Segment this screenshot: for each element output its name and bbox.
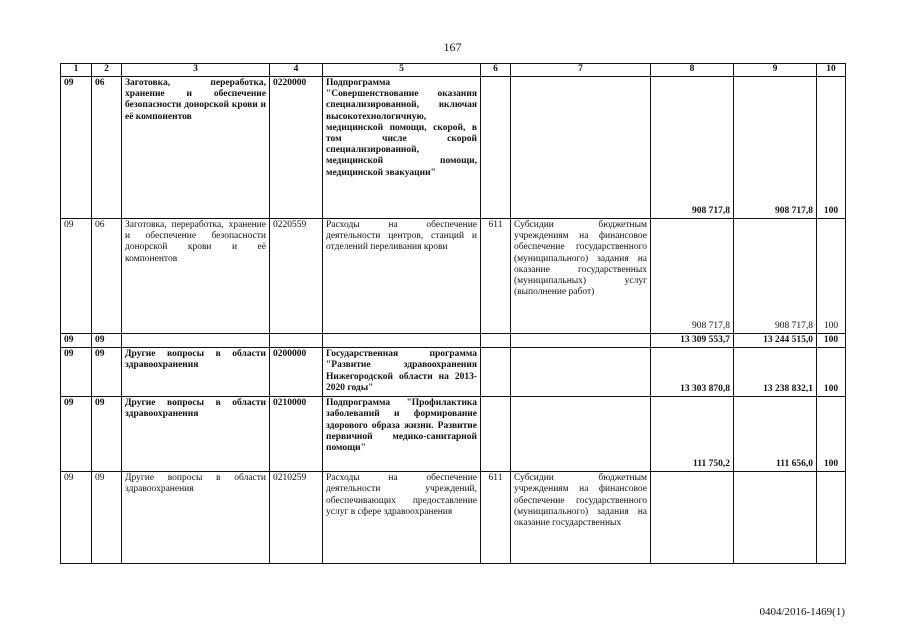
column-header: 1 (61, 64, 92, 77)
page-number: 167 (443, 40, 462, 54)
section-code: 09 (61, 472, 92, 564)
column-header: 3 (122, 64, 270, 77)
execution-percent: 100 (817, 397, 846, 472)
expense-type-code (481, 397, 511, 472)
execution-percent (817, 472, 846, 564)
expense-type-name (511, 77, 651, 219)
subsection-name: Заготовка, переработка, хранение и обеспечение безопасности донорской крови и её компонентов (122, 219, 270, 334)
expense-type-name (511, 348, 651, 397)
expense-type-code (481, 77, 511, 219)
section-code: 09 (61, 397, 92, 472)
executed-amount: 908 717,8 (734, 219, 817, 334)
document-code: 0404/2016-1469(1) (759, 606, 845, 618)
target-article-code: 0220000 (270, 77, 323, 219)
expense-type-code: 611 (481, 472, 511, 564)
table-row (61, 397, 846, 472)
table-row (61, 472, 846, 564)
executed-amount (734, 472, 817, 564)
execution-percent: 100 (817, 334, 846, 348)
target-article-code: 0210259 (270, 472, 323, 564)
section-code: 09 (61, 77, 92, 219)
expense-type-name: Субсидии бюджетным учреждениям на финансовое обеспечение государственного (муниципального) задания на оказание государственных (муниципальных) услуг (выполнение работ) (511, 219, 651, 334)
subsection-code: 09 (92, 397, 122, 472)
planned-amount: 908 717,8 (651, 77, 734, 219)
planned-amount: 13 309 553,7 (651, 334, 734, 348)
column-header: 7 (511, 64, 651, 77)
section-code: 09 (61, 334, 92, 348)
subsection-name: Заготовка, переработка, хранение и обеспечение безопасности донорской крови и её компонентов (122, 77, 270, 219)
subsection-code: 09 (92, 334, 122, 348)
target-article-code: 0210000 (270, 397, 323, 472)
subsection-name (122, 334, 270, 348)
table-row (61, 334, 846, 348)
subsection-name: Другие вопросы в области здравоохранения (122, 472, 270, 564)
budget-table (60, 63, 846, 564)
target-article-name: Расходы на обеспечение деятельности центров, станций и отделений переливания крови (323, 219, 481, 334)
column-header: 8 (651, 64, 734, 77)
planned-amount (651, 472, 734, 564)
target-article-name: Государственная программа "Развитие здравоохранения Нижегородской области на 2013-2020 годы" (323, 348, 481, 397)
target-article-code: 0200000 (270, 348, 323, 397)
column-header: 4 (270, 64, 323, 77)
expense-type-code: 611 (481, 219, 511, 334)
expense-type-name (511, 334, 651, 348)
subsection-code: 09 (92, 348, 122, 397)
executed-amount: 13 238 832,1 (734, 348, 817, 397)
table-row (61, 77, 846, 219)
target-article-name (323, 334, 481, 348)
section-code: 09 (61, 219, 92, 334)
column-header: 9 (734, 64, 817, 77)
table-row (61, 348, 846, 397)
target-article-code: 0220559 (270, 219, 323, 334)
expense-type-code (481, 348, 511, 397)
column-header: 10 (817, 64, 846, 77)
column-header: 5 (323, 64, 481, 77)
subsection-code: 06 (92, 77, 122, 219)
execution-percent: 100 (817, 348, 846, 397)
executed-amount: 908 717,8 (734, 77, 817, 219)
subsection-code: 09 (92, 472, 122, 564)
column-header: 6 (481, 64, 511, 77)
table-row (61, 219, 846, 334)
subsection-name: Другие вопросы в области здравоохранения (122, 348, 270, 397)
expense-type-name: Субсидии бюджетным учреждениям на финансовое обеспечение государственного (муниципального) задания на оказание государственных (511, 472, 651, 564)
planned-amount: 111 750,2 (651, 397, 734, 472)
target-article-name: Расходы на обеспечение деятельности учреждений, обеспечивающих предоставление услуг в сфере здравоохранения (323, 472, 481, 564)
planned-amount: 908 717,8 (651, 219, 734, 334)
target-article-name: Подпрограмма "Совершенствование оказания специализированной, включая высокотехнологичную, медицинской помощи, скорой, в том числе скорой специализированной, медицинской помощи, медицинской эвакуации" (323, 77, 481, 219)
execution-percent: 100 (817, 219, 846, 334)
execution-percent: 100 (817, 77, 846, 219)
column-number-row (61, 64, 846, 77)
subsection-name: Другие вопросы в области здравоохранения (122, 397, 270, 472)
executed-amount: 111 656,0 (734, 397, 817, 472)
section-code: 09 (61, 348, 92, 397)
executed-amount: 13 244 515,0 (734, 334, 817, 348)
target-article-name: Подпрограмма "Профилактика заболеваний и формирование здорового образа жизни. Развитие первичной медико-санитарной помощи" (323, 397, 481, 472)
column-header: 2 (92, 64, 122, 77)
expense-type-name (511, 397, 651, 472)
planned-amount: 13 303 870,8 (651, 348, 734, 397)
expense-type-code (481, 334, 511, 348)
subsection-code: 06 (92, 219, 122, 334)
target-article-code (270, 334, 323, 348)
